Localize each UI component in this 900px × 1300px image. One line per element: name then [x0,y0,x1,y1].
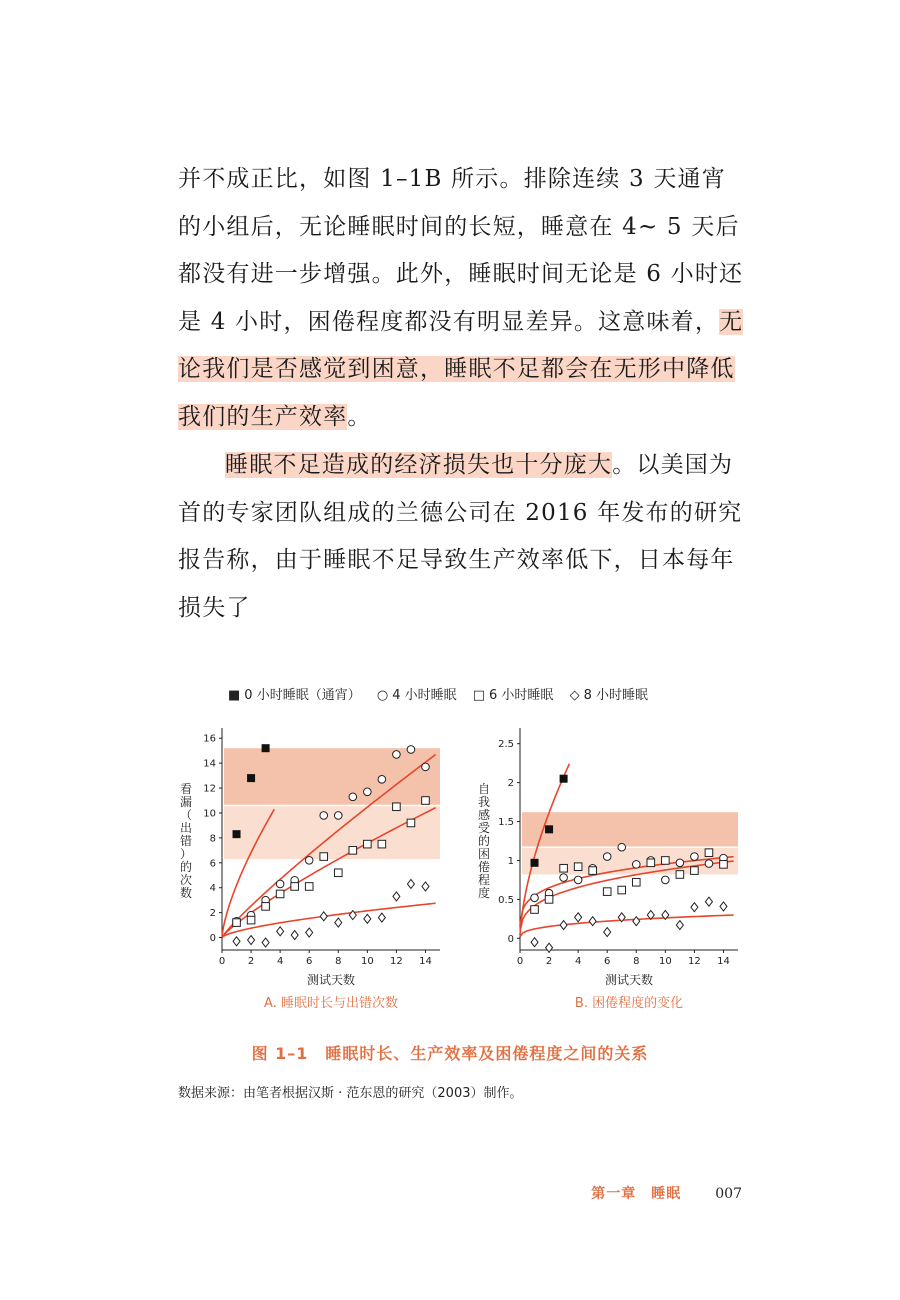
data-point-4h [662,876,670,884]
data-point-8h [720,902,727,911]
y-tick-label: 2 [507,778,514,790]
data-point-4h [574,876,582,884]
data-point-6h [291,883,299,891]
x-tick-label: 4 [574,956,582,967]
x-tick-label: 0 [218,956,226,967]
data-point-8h [546,943,553,952]
data-point-6h [574,863,582,871]
square-icon: □ [472,688,486,703]
shaded-band [224,805,440,859]
chapter-title: 第一章 睡眠 [591,1186,682,1202]
data-point-4h [603,853,611,861]
legend-label: 8 小时睡眠 [583,688,648,703]
data-point-4h [618,843,626,851]
chart-legend [228,684,660,703]
data-point-8h [364,914,371,923]
legend-item-4h [377,688,457,703]
data-point-8h [248,936,255,945]
data-point-6h [705,849,713,857]
x-tick-label: 12 [688,956,701,967]
x-tick-label: 14 [419,956,432,967]
x-tick-label: 2 [247,956,255,967]
data-point-4h [378,776,386,784]
data-point-8h [262,938,269,947]
data-point-8h [676,921,683,930]
data-point-4h [407,746,415,754]
y-tick-label: 16 [203,733,216,745]
highlighted-text: 无论我们是否感觉到困意，睡眠不足都会在无形中降低我们的生产效率 [178,308,744,430]
y-tick-label: 12 [203,783,216,795]
data-point-8h [335,918,342,927]
page-footer [591,1183,742,1203]
data-point-0h [545,825,553,833]
x-tick-label: 8 [633,956,640,967]
data-point-6h [632,878,640,886]
data-point-8h [393,892,400,901]
circle-icon: ○ [376,688,389,703]
filled-square-icon: ■ [228,688,241,703]
data-point-4h [393,751,401,759]
legend-item-0h [228,688,361,703]
data-point-6h [305,883,313,891]
x-tick-label: 6 [604,956,611,967]
data-point-6h [589,867,597,875]
data-point-6h [334,869,342,877]
chart-a [170,722,460,1022]
data-point-6h [531,906,539,914]
data-point-6h [349,847,357,855]
data-point-6h [378,840,386,848]
x-tick-label: 6 [306,956,313,967]
data-point-6h [662,857,670,865]
legend-item-8h [570,688,648,703]
data-point-6h [247,916,255,924]
legend-label: 4 小时睡眠 [392,688,457,703]
data-point-6h [320,853,328,861]
body-paragraph-1 [178,156,744,442]
chart-subtitle: A. 睡眠时长与出错次数 [264,996,398,1011]
y-tick-label: 0 [507,933,514,945]
paragraph-text: 并不成正比，如图 1–1B 所示。排除连续 3 天通宵的小组后，无论睡眠时间的长短，睡意在 4~ 5 天后都没有进一步增强。此外，睡眠时间无论是 6 小时还是 4 小时，困倦程度都没有明显差异。这意味着， [178,166,744,335]
x-axis-label: 测试天数 [306,973,356,987]
data-point-8h [378,913,385,922]
y-tick-label: 14 [203,758,216,770]
y-axis-label: 自我感受的困倦程度 [477,782,491,900]
data-point-8h [604,928,611,937]
data-point-6h [691,867,699,875]
y-tick-label: 0.5 [498,894,514,906]
shaded-band [522,812,738,847]
data-point-6h [545,896,553,904]
data-point-0h [247,774,255,782]
data-point-6h [676,871,684,879]
data-point-8h [291,931,298,940]
y-tick-label: 1 [507,855,514,867]
data-point-8h [705,897,712,906]
data-point-0h [233,830,241,838]
x-tick-label: 14 [717,956,730,967]
data-point-8h [589,917,596,926]
data-point-6h [618,886,626,894]
data-point-6h [233,919,241,927]
data-source-note: 数据来源：由笔者根据汉斯 · 范东恩的研究（2003）制作。 [178,1086,523,1101]
x-tick-label: 8 [335,956,342,967]
page-number: 007 [715,1186,742,1202]
fit-curve [520,915,733,936]
data-point-6h [647,859,655,867]
data-point-4h [691,853,699,861]
data-point-4h [705,860,713,868]
y-tick-label: 2 [209,908,216,920]
data-point-6h [276,890,284,898]
data-point-8h [407,879,414,888]
figure-caption: 图 1–1 睡眠时长、生产效率及困倦程度之间的关系 [251,1044,649,1063]
data-point-4h [349,793,357,801]
data-point-8h [277,927,284,936]
data-point-4h [422,763,430,771]
data-point-6h [364,840,372,848]
data-point-6h [560,864,568,872]
chart-b [468,722,758,1022]
data-point-8h [531,938,538,947]
legend-label: 6 小时睡眠 [489,688,554,703]
paragraph-text: 。以美国为首的专家团队组成的兰德公司在 2016 年发布的研究报告称，由于睡眠不足导致生产效率低下，日本每年损失了 [178,452,743,621]
data-point-4h [364,788,372,796]
data-point-8h [422,882,429,891]
chart-subtitle: B. 困倦程度的变化 [574,996,684,1011]
legend-item-6h [473,688,554,703]
y-tick-label: 6 [209,858,216,870]
data-point-4h [531,894,539,902]
data-point-6h [603,888,611,896]
paragraph-text: 。 [347,403,372,430]
data-point-4h [560,874,568,882]
y-tick-label: 2.5 [498,739,514,751]
y-tick-label: 10 [203,808,216,820]
data-point-6h [393,803,401,811]
data-point-6h [262,903,270,911]
data-point-8h [320,912,327,921]
body-paragraph-2 [178,442,744,632]
data-point-8h [560,921,567,930]
data-point-6h [422,797,430,805]
x-tick-label: 10 [658,956,672,967]
data-point-0h [560,775,568,783]
data-point-8h [575,913,582,922]
data-point-4h [320,812,328,820]
x-tick-label: 12 [390,956,403,967]
data-point-4h [632,861,640,869]
y-tick-label: 4 [209,883,216,895]
y-axis-label: 看漏（出错）的次数 [179,782,193,900]
x-tick-label: 10 [360,956,374,967]
data-point-0h [262,744,270,752]
x-tick-label: 2 [545,956,553,967]
x-tick-label: 4 [276,956,284,967]
y-tick-label: 8 [209,833,216,845]
data-point-4h [305,857,313,865]
data-point-6h [720,861,728,869]
diamond-icon: ◇ [569,688,580,703]
highlighted-text: 睡眠不足造成的经济损失也十分庞大 [225,452,613,478]
y-tick-label: 1.5 [498,817,514,829]
data-point-6h [407,819,415,827]
shaded-band [224,748,440,805]
legend-label: 0 小时睡眠（通宵） [244,688,361,703]
data-point-0h [531,859,539,867]
data-point-8h [233,937,240,946]
data-point-4h [334,812,342,820]
data-point-8h [633,917,640,926]
x-axis-label: 测试天数 [604,973,654,987]
x-tick-label: 0 [516,956,524,967]
data-point-4h [676,859,684,867]
data-point-4h [276,880,284,888]
data-point-8h [306,928,313,937]
data-point-8h [691,903,698,912]
y-tick-label: 0 [209,933,216,945]
